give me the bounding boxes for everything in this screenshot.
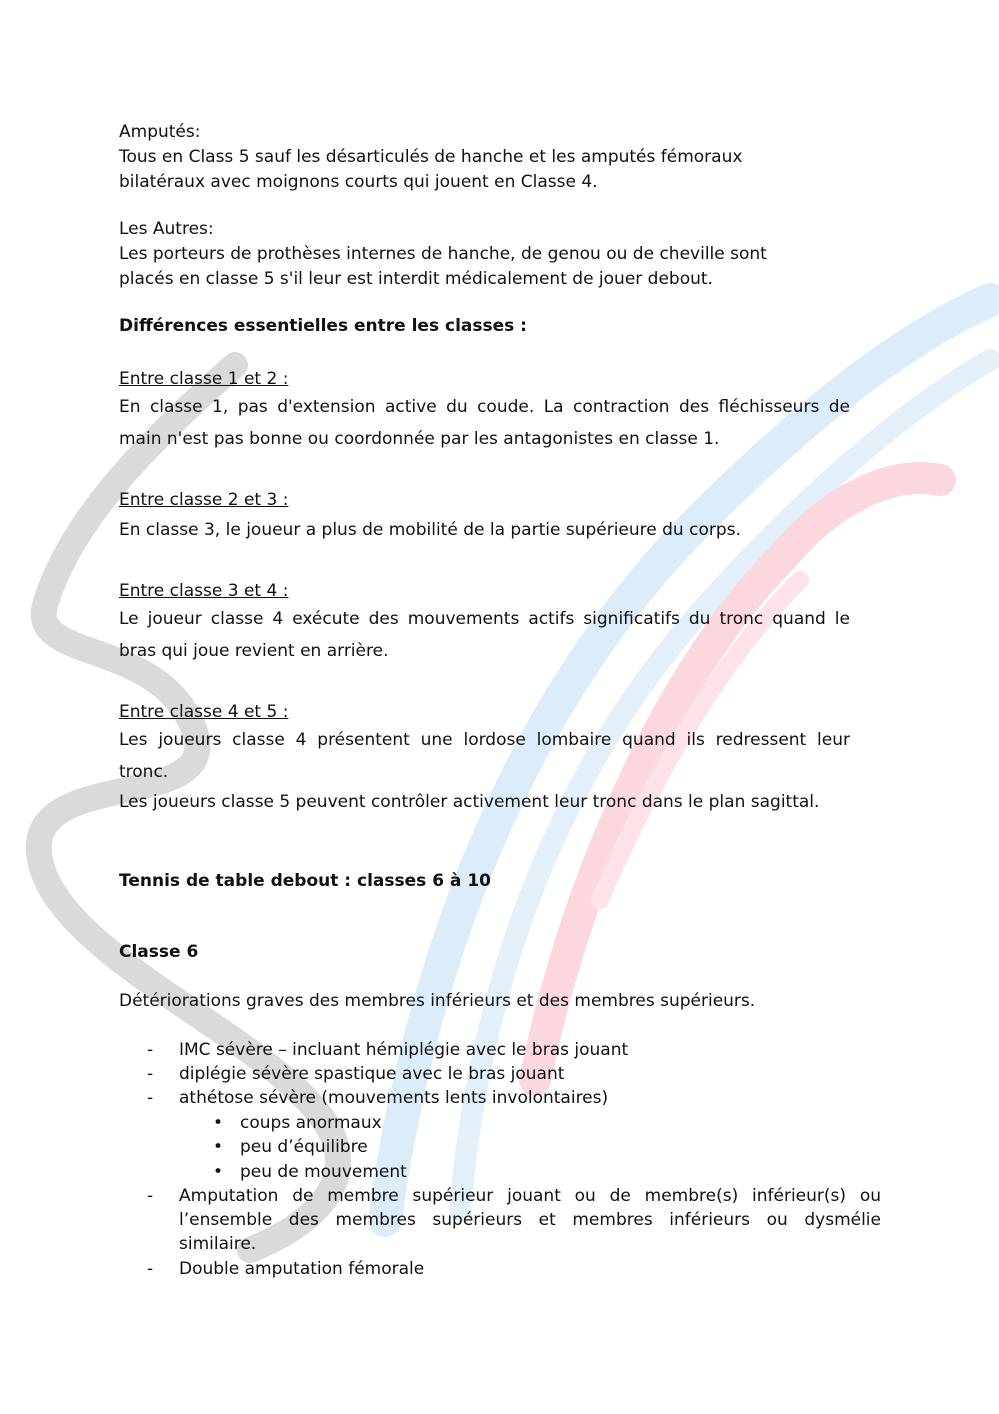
- bullet-marker: •: [213, 1113, 224, 1133]
- section-title-4-5: Entre classe 4 et 5 :: [119, 702, 289, 722]
- section-3-4-line-2: bras qui joue revient en arrière.: [119, 641, 389, 661]
- section-4-5-line-3: Les joueurs classe 5 peuvent contrôler activement leur tronc dans le plan sagittal.: [119, 792, 820, 812]
- sub-list-item-text: coups anormaux: [240, 1113, 382, 1133]
- sub-list-item-text: peu d’équilibre: [240, 1137, 368, 1157]
- list-item-amputation: [119, 1184, 881, 1256]
- section-3-4-line-1: Le joueur classe 4 exécute des mouvements actifs significatifs du tronc quand le: [119, 609, 850, 629]
- amputes-line-1: Tous en Class 5 sauf les désarticulés de hanche et les amputés fémoraux: [119, 147, 743, 167]
- autres-section: [119, 217, 767, 292]
- debout-heading: Tennis de table debout : classes 6 à 10: [119, 871, 491, 891]
- list-item-text: IMC sévère – incluant hémiplégie avec le bras jouant: [179, 1040, 629, 1060]
- dash-marker: -: [147, 1064, 154, 1084]
- list-item-text: diplégie sévère spastique avec le bras jouant: [179, 1064, 565, 1084]
- section-title-1-2: Entre classe 1 et 2 :: [119, 369, 289, 389]
- dash-marker: -: [147, 1186, 154, 1206]
- section-title-2-3: Entre classe 2 et 3 :: [119, 490, 289, 510]
- section-title-3-4: Entre classe 3 et 4 :: [119, 581, 289, 601]
- amputation-line-2: l’ensemble des membres supérieurs et membres inférieurs ou dysmélie: [179, 1210, 881, 1230]
- bullet-marker: •: [213, 1162, 224, 1182]
- list-item-text: athétose sévère (mouvements lents involontaires): [179, 1088, 609, 1108]
- sub-list-item-text: peu de mouvement: [240, 1162, 407, 1182]
- amputation-line-1: Amputation de membre supérieur jouant ou de membre(s) inférieur(s) ou: [179, 1186, 881, 1206]
- section-4-5-line-2: tronc.: [119, 762, 169, 782]
- classe6-intro: Détériorations graves des membres inférieurs et des membres supérieurs.: [119, 991, 756, 1011]
- classe6-heading: Classe 6: [119, 942, 199, 962]
- amputes-line-2: bilatéraux avec moignons courts qui jouent en Classe 4.: [119, 172, 598, 192]
- differences-heading: Différences essentielles entre les classes :: [119, 316, 527, 336]
- amputation-line-3: similaire.: [179, 1234, 257, 1254]
- list-item-text: Double amputation fémorale: [179, 1259, 425, 1279]
- section-2-3-line-1: En classe 3, le joueur a plus de mobilité de la partie supérieure du corps.: [119, 520, 741, 540]
- dash-marker: -: [147, 1040, 154, 1060]
- autres-line-2: placés en classe 5 s'il leur est interdit médicalement de jouer debout.: [119, 269, 713, 289]
- amputes-section: [119, 120, 742, 195]
- autres-title: Les Autres:: [119, 219, 214, 239]
- section-4-5-line-1: Les joueurs classe 4 présentent une lordose lombaire quand ils redressent leur: [119, 730, 850, 750]
- section-1-2-line-1: En classe 1, pas d'extension active du coude. La contraction des fléchisseurs de: [119, 397, 850, 417]
- autres-line-1: Les porteurs de prothèses internes de hanche, de genou ou de cheville sont: [119, 244, 767, 264]
- dash-marker: -: [147, 1259, 154, 1279]
- amputes-title: Amputés:: [119, 122, 201, 142]
- bullet-marker: •: [213, 1137, 224, 1157]
- dash-marker: -: [147, 1088, 154, 1108]
- section-1-2-line-2: main n'est pas bonne ou coordonnée par les antagonistes en classe 1.: [119, 429, 720, 449]
